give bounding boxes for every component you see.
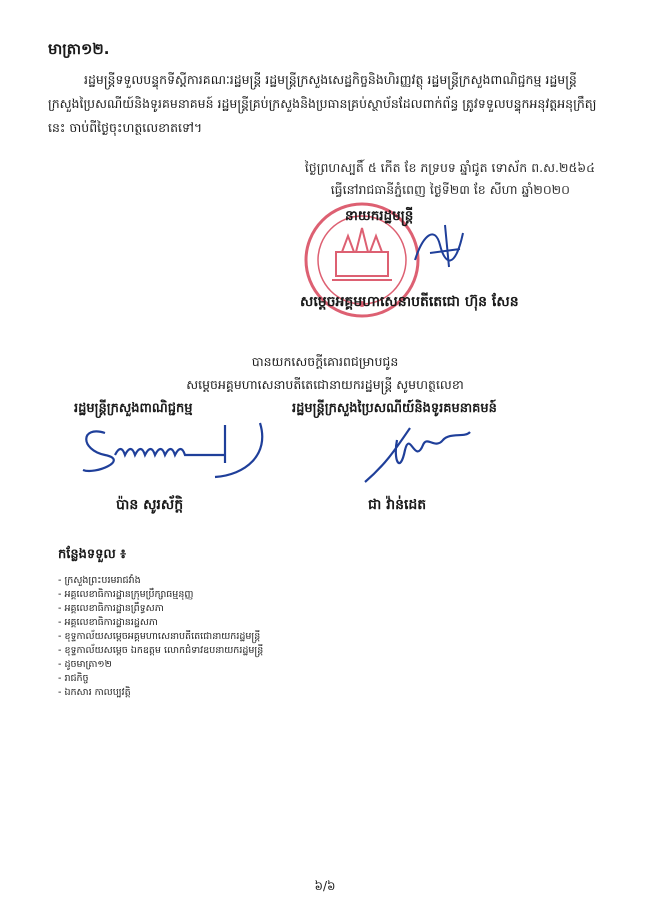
list-item: - អគ្គលេខាធិការដ្ឋានក្រុមប្រឹក្សាធម្មនុញ្ញ [58, 588, 263, 602]
list-item: - អគ្គលេខាធិការដ្ឋានរដ្ឋសភា [58, 616, 263, 630]
recipients-list [58, 574, 263, 700]
minister-commerce-title: រដ្ឋមន្ត្រីក្រសួងពាណិជ្ជកម្ម [74, 401, 193, 416]
minister-commerce-name: ប៉ាន សូរស័ក្តិ [116, 497, 184, 513]
approval-line-2: សម្តេចអគ្គមហាសេនាបតីតេជោនាយករដ្ឋមន្ត្រី សូមហត្ថលេខា [186, 377, 464, 392]
list-item: - អគ្គលេខាធិការដ្ឋានព្រឹទ្ធសភា [58, 602, 263, 616]
list-item: - ដូចមាត្រា១២ [58, 658, 263, 672]
article-body: រដ្ឋមន្ត្រីទទួលបន្ទុកទីស្តីការគណៈរដ្ឋមន្ត្រី រដ្ឋមន្ត្រីក្រសួងសេដ្ឋកិច្ចនិងហិរញ្ញវត្ថុ រដ្ឋមន្ត្រីក្រសួងពាណិជ្ជកម្ម រដ្ឋមន្ត្រីក្រសួងប្រៃសណីយ៍និងទូរគមនាគមន៍ រដ្ឋមន្ត្រីគ្រប់ក្រសួងនិងប្រធានគ្រប់ស្ថាប័នដែលពាក់ព័ន្ធ ត្រូវទទួលបន្ទុកអនុវត្តអនុក្រឹត្យនេះ ចាប់ពីថ្ងៃចុះហត្ថលេខាតទៅ។ [48, 72, 597, 135]
minister-commerce-signature [75, 415, 275, 490]
list-item: - ខុទ្ទកាល័យសម្តេច ឯកឧត្តម លោកជំទាវឧបនាយករដ្ឋមន្ត្រី [58, 644, 263, 658]
prime-minister-signature [405, 215, 475, 275]
recipients-title: កន្លែងទទួល ៖ [58, 547, 127, 562]
prime-minister-name: សម្តេចអគ្គមហាសេនាបតីតេជោ ហ៊ុន សែន [300, 294, 519, 310]
list-item: - រាជកិច្ច [58, 672, 263, 686]
minister-posts-signature [355, 420, 475, 490]
minister-posts-title: រដ្ឋមន្ត្រីក្រសួងប្រៃសណីយ៍និងទូរគមនាគមន៍ [292, 401, 497, 416]
prime-minister-title: នាយករដ្ឋមន្ត្រី [345, 208, 414, 224]
place-date-line: ធ្វើនៅរាជធានីភ្នំពេញ ថ្ងៃទី២៣ ខែ សីហា ឆ្នាំ២០២០ [330, 182, 570, 197]
list-item: - ឯកសារ កាលប្បវត្តិ [58, 686, 263, 700]
minister-posts-name: ជា វ៉ាន់ដេត [368, 497, 427, 513]
article-title: មាត្រា១២. [48, 40, 110, 58]
approval-line-1: បានយកសេចក្តីគោរពជម្រាបជូន [251, 354, 399, 369]
list-item: - ក្រសួងព្រះបរមរាជវាំង [58, 574, 263, 588]
lunar-date-line: ថ្ងៃព្រហស្បតិ៍ ៥ កើត ខែ ភទ្របទ ឆ្នាំជូត ទោស័ក ព.ស.២៥៦៤ [304, 160, 595, 175]
list-item: - ខុទ្ទកាល័យសម្តេចអគ្គមហាសេនាបតីតេជោនាយករដ្ឋមន្ត្រី [58, 630, 263, 644]
page-number: ៦/៦ [314, 879, 336, 893]
